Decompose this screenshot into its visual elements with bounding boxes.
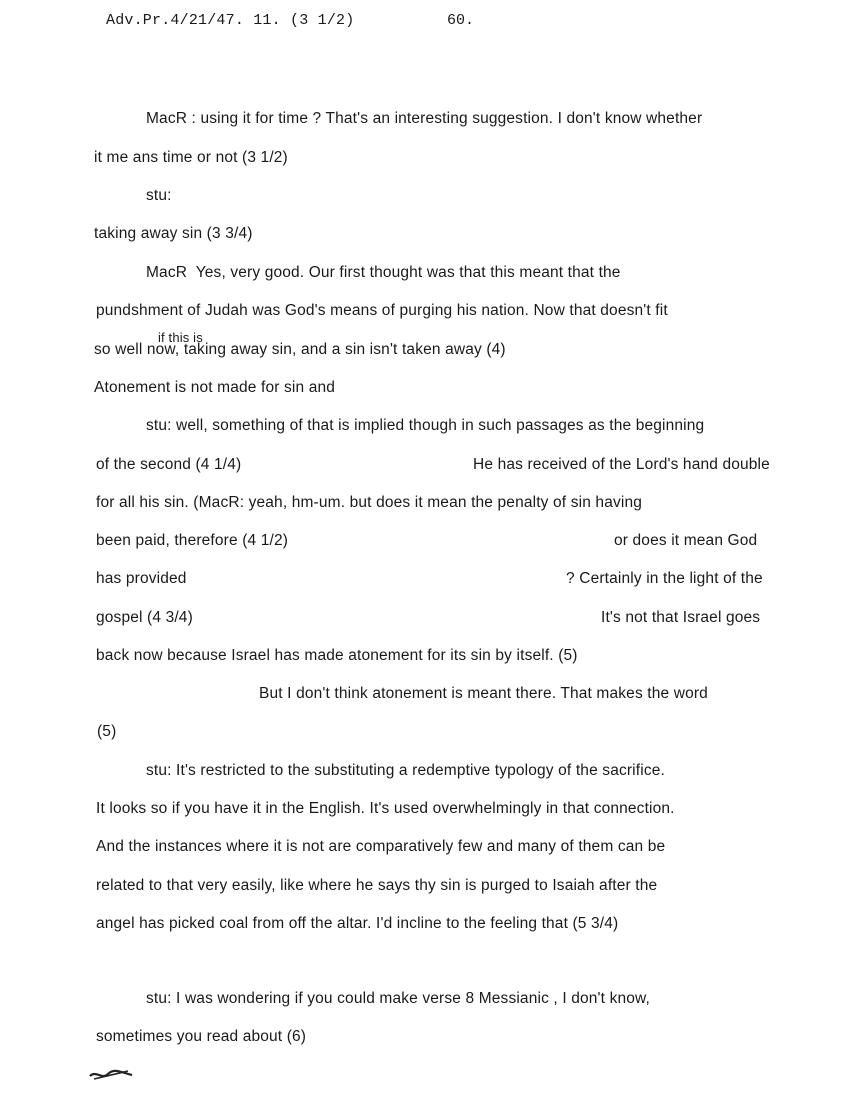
transcript-line: back now because Israel has made atonement for its sin by itself. (5) bbox=[96, 647, 578, 664]
header-reference: Adv.Pr.4/21/47. 11. (3 1/2) bbox=[106, 12, 355, 29]
transcript-line: MacR : using it for time ? That's an interesting suggestion. I don't know whether bbox=[146, 110, 703, 127]
transcript-line: related to that very easily, like where he says thy sin is purged to Isaiah after the bbox=[96, 877, 658, 894]
transcript-line: it me ans time or not (3 1/2) bbox=[94, 149, 288, 166]
transcript-line: (5) bbox=[97, 723, 117, 740]
transcript-line: gospel (4 3/4) bbox=[96, 609, 193, 626]
transcript-line: taking away sin (3 3/4) bbox=[94, 225, 253, 242]
transcript-line: He has received of the Lord's hand double bbox=[473, 456, 770, 473]
transcript-line: It's not that Israel goes bbox=[601, 609, 761, 626]
transcript-line: But I don't think atonement is meant there. That makes the word bbox=[259, 685, 708, 702]
transcript-line: And the instances where it is not are comparatively few and many of them can be bbox=[96, 838, 666, 855]
transcript-line: been paid, therefore (4 1/2) bbox=[96, 532, 289, 549]
scribble-mark-icon bbox=[88, 1066, 134, 1082]
transcript-line: Atonement is not made for sin and bbox=[94, 379, 336, 396]
transcript-line: so well now, taking away sin, and a sin isn't taken away (4) bbox=[94, 341, 506, 358]
handwritten-insertion: if this is bbox=[158, 330, 203, 345]
transcript-line: stu: I was wondering if you could make verse 8 Messianic , I don't know, bbox=[146, 990, 650, 1007]
transcript-line: angel has picked coal from off the altar. I'd incline to the feeling that (5 3/4) bbox=[96, 915, 619, 932]
transcript-line: pundshment of Judah was God's means of purging his nation. Now that doesn't fit bbox=[96, 302, 668, 319]
transcript-line: for all his sin. (MacR: yeah, hm-um. but does it mean the penalty of sin having bbox=[96, 494, 642, 511]
transcript-line: stu: well, something of that is implied though in such passages as the beginning bbox=[146, 417, 705, 434]
transcript-line: has provided bbox=[96, 570, 187, 587]
transcript-line: stu: bbox=[146, 187, 172, 204]
transcript-line: MacR Yes, very good. Our first thought was that this meant that the bbox=[146, 264, 621, 281]
transcript-line: stu: It's restricted to the substituting a redemptive typology of the sacrifice. bbox=[146, 762, 665, 779]
transcript-line: ? Certainly in the light of the bbox=[566, 570, 763, 587]
transcript-line: sometimes you read about (6) bbox=[96, 1028, 307, 1045]
transcript-line: or does it mean God bbox=[614, 532, 758, 549]
transcript-line: of the second (4 1/4) bbox=[96, 456, 242, 473]
transcript-line: It looks so if you have it in the English. It's used overwhelmingly in that connection. bbox=[96, 800, 675, 817]
page-number: 60. bbox=[447, 12, 475, 29]
